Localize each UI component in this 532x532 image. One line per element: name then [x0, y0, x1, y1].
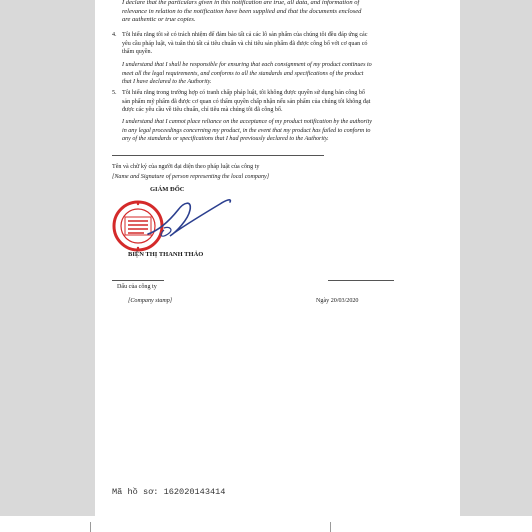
date-rule: [328, 280, 394, 281]
page-edge-mark: [90, 522, 91, 532]
item-5-english: [122, 119, 372, 145]
signature-label-en: [Name and Signature of person representing the local company]: [112, 174, 270, 180]
item-5-vi-line: Tôi hiểu rằng trong trường hợp có tranh chấp pháp luật, tôi không được quyền sử dụng bản công bố: [122, 90, 365, 96]
item-5-en-line: in any legal proceedings concerning my product, in the event that my product has failed to conform to: [122, 127, 371, 134]
declaration-statement: [122, 0, 361, 26]
item-5-en-line: any of the standards or specifications that I had previously declared to the Authority.: [122, 136, 329, 143]
declaration-line: are authentic or true copies.: [122, 16, 196, 24]
page-edge-mark: [330, 522, 331, 532]
director-title: GIÁM ĐỐC: [150, 186, 185, 193]
item-5-vi-line: sản phẩm mỹ phẩm đã được cơ quan có thẩm quyền chấp nhận nếu sản phẩm của chúng tôi không đạt: [122, 98, 371, 105]
stamp-rule: [112, 280, 164, 281]
dossier-number: Mã hồ sơ: 162020143414: [112, 487, 226, 497]
handwritten-signature: [140, 190, 235, 248]
item-4-number: 4.: [112, 32, 117, 38]
signature-label-vi: Tên và chữ ký của người đại diện theo pháp luật của công ty: [112, 164, 260, 170]
item-5-en-line: I understand that I cannot place reliance on the acceptance of my product notification by the authority: [122, 119, 373, 125]
item-4-en-line: I understand that I shall be responsible for ensuring that each consignment of my product continues to: [122, 62, 372, 68]
declaration-line: I declare that the particulars given in this notification are true, all data, and information of: [122, 0, 360, 6]
item-5-vi-line: được các yêu cầu về tiêu chuẩn, chỉ tiêu mà chúng tôi đã công bố.: [122, 107, 283, 114]
company-stamp-label-vi: Dấu của công ty: [117, 284, 157, 290]
declaration-line: relevance in relation to the notification have been supplied and that the documents enclosed: [122, 7, 362, 15]
item-4-vi-line: thẩm quyền.: [122, 49, 153, 56]
item-4-vietnamese: [122, 32, 367, 58]
item-4-vi-line: Tôi hiểu rằng tôi sẽ có trách nhiệm để đảm bảo tất cả các lô sản phẩm của chúng tôi đều đáp ứng các: [122, 32, 368, 38]
item-5-number: 5.: [112, 90, 117, 96]
date-text: Ngày 20/03/2020: [316, 298, 359, 304]
item-4-vi-line: yêu cầu pháp luật, và tuân thủ tất cả tiêu chuẩn và chỉ tiêu sản phẩm đã được công bố với cơ quan có: [122, 40, 368, 47]
item-4-en-line: meet all the legal requirements, and conforms to all the standards and specifications of the product: [122, 70, 364, 77]
item-4-english: [122, 62, 372, 88]
company-stamp-label-en: [Company stamp]: [128, 298, 173, 304]
item-4-en-line: that I have declared to the Authority.: [122, 79, 212, 86]
signature-rule: [112, 155, 324, 156]
page-gap: [0, 516, 532, 532]
item-5-vietnamese: [122, 90, 370, 116]
representative-name: BIỆN THỊ THANH THẢO: [128, 251, 204, 258]
